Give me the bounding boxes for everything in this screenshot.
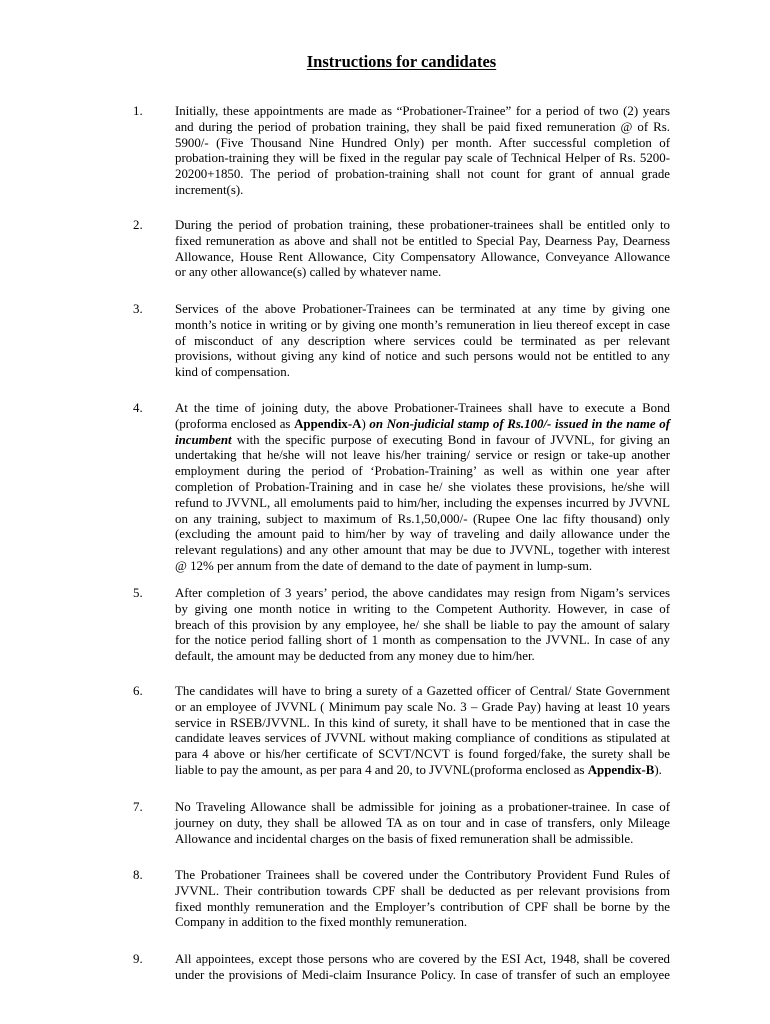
line-text: (excluding the amount paid to him/her by way of traveling and daily allowance under the	[175, 527, 670, 542]
text-line	[175, 167, 670, 183]
line-text: 20200+1850. The period of probation-training shall not count for grant of annual grade	[175, 167, 670, 182]
line-text: on any training, subject to maximum of Rs.1,50,000/- (Rupee One lac fifty thousand) only	[175, 511, 670, 526]
text-line	[175, 559, 670, 575]
line-text: Services of the above Probationer-Trainees can be terminated at any time by giving one	[175, 302, 670, 316]
line-text: No Traveling Allowance shall be admissible for joining as a probationer-trainee. In case of	[175, 800, 670, 814]
item-number: 1.	[133, 104, 143, 118]
text-line	[175, 104, 670, 120]
title-row	[133, 52, 670, 72]
page-title: Instructions for candidates	[306, 52, 497, 71]
text-line	[175, 151, 670, 167]
text-line	[175, 618, 670, 634]
item-number: 3.	[133, 302, 143, 316]
line-text: The Probationer Trainees shall be covered under the Contributory Provident Fund Rules of	[175, 868, 670, 882]
line-text: and during the period of probation training, they shall be paid fixed remuneration @ of Rs.	[175, 119, 670, 134]
text-line	[175, 218, 670, 234]
item-text	[175, 218, 670, 281]
line-text: Allowance, House Rent Allowance, City Compensatory Allowance, Conveyance Allowance	[175, 249, 670, 264]
line-text: increment(s).	[175, 182, 244, 197]
item-text	[175, 401, 670, 575]
line-text: default, the amount may be deducted from any money due to him/her.	[175, 649, 535, 664]
text-line	[175, 952, 670, 968]
bold-italic-text: incumbent	[175, 432, 232, 447]
text-line	[175, 334, 670, 350]
item-text	[175, 952, 670, 984]
line-text	[175, 417, 670, 431]
text-line	[175, 265, 670, 281]
line-text: kind of compensation.	[175, 365, 290, 380]
text-line	[175, 302, 670, 318]
line-text: probation-training they will be fixed in the regular pay scale of Technical Helper of Rs. 5200-	[175, 151, 670, 166]
text-line	[175, 496, 670, 512]
line-text: The candidates will have to bring a surety of a Gazetted officer of Central/ State Government	[175, 684, 670, 698]
bold-text: Appendix-A	[294, 416, 362, 431]
line-text: fixed monthly remuneration and the Employer’s contribution of CPF shall be borne by the	[175, 899, 670, 914]
line-text: During the period of probation training, these probationer-trainees shall be entitled only to	[175, 218, 670, 232]
item-text	[175, 586, 670, 665]
text-line	[175, 401, 670, 417]
item-number: 7.	[133, 800, 143, 814]
line-text: JVVNL. Their contribution towards CPF shall be deducted as per relevant provisions from	[175, 883, 670, 898]
line-text: or any other allowance(s) called by whatever name.	[175, 265, 442, 280]
text-line	[175, 234, 670, 250]
plain-text: with the specific purpose of executing Bond in favour of JVVNL, for giving an	[231, 432, 670, 447]
text-line	[175, 684, 670, 700]
line-text: breach of this provision by any employee, he/ she shall be liable to pay the amount of salary	[175, 617, 670, 632]
line-text: refund to JVVNL, all emoluments paid to him/her, including the expenses incurred by JVVNL	[175, 495, 670, 510]
text-line	[175, 543, 670, 559]
line-text: Company in addition to the fixed monthly remuneration.	[175, 915, 468, 930]
line-text	[175, 763, 662, 777]
text-line	[175, 649, 670, 665]
text-line	[175, 250, 670, 266]
line-text: All appointees, except those persons who are covered by the ESI Act, 1948, shall be covered	[175, 952, 670, 966]
plain-text: liable to pay the amount, as per para 4 and 20, to JVVNL(proforma enclosed as	[175, 762, 588, 777]
text-line	[175, 915, 670, 931]
bold-text: Appendix-B	[587, 762, 655, 777]
text-line	[175, 417, 670, 433]
line-text: completion of Probation-Training and in case he/ she violates these provisions, he/she will	[175, 479, 670, 494]
text-line	[175, 448, 670, 464]
text-line	[175, 433, 670, 449]
text-line	[175, 968, 670, 984]
plain-text: ).	[654, 762, 662, 777]
line-text: @ 12% per annum from the date of demand to the date of payment in lump-sum.	[175, 558, 593, 573]
text-line	[175, 183, 670, 199]
text-line	[175, 512, 670, 528]
text-line	[175, 763, 670, 779]
item-number: 5.	[133, 586, 143, 600]
text-line	[175, 884, 670, 900]
text-line	[175, 318, 670, 334]
line-text: After completion of 3 years’ period, the above candidates may resign from Nigam’s services	[175, 586, 670, 600]
text-line	[175, 349, 670, 365]
item-text	[175, 104, 670, 199]
line-text: service in RSEB/JVVNL. In this kind of surety, it shall have to be mentioned that in case the	[175, 715, 670, 730]
line-text	[175, 433, 670, 447]
line-text: by giving one month notice in writing to the Competent Authority. However, in case of	[175, 601, 670, 616]
line-text: employment during the period of ‘Probation-Training’ as well as within one year after	[175, 464, 670, 479]
item-number: 2.	[133, 218, 143, 232]
item-text	[175, 684, 670, 779]
line-text: candidate leaves services of JVVNL without making compliance of conditions as stipulated at	[175, 731, 670, 746]
item-number: 4.	[133, 401, 143, 415]
text-line	[175, 120, 670, 136]
line-text: month’s notice in writing or by giving one month’s remuneration in lieu thereof except in case	[175, 317, 670, 332]
line-text: of misconduct of any description where services could be terminated as per relevant	[175, 333, 670, 348]
line-text: for the notice period falling short of 1 month as compensation to the JVVNL. In case of any	[175, 633, 670, 648]
line-text: 5900/- (Five Thousand Nine Hundred Only) per month. After successful completion of	[175, 135, 670, 150]
line-text: provisions, without giving any kind of notice and such persons would not be entitled to any	[175, 349, 670, 364]
text-line	[175, 868, 670, 884]
line-text: relevant regulations) and any other amount that may be due to JVVNL, together with interest	[175, 543, 670, 558]
bold-italic-text: on Non-judicial stamp of Rs.100/- issued in the name of	[369, 416, 670, 431]
text-line	[175, 602, 670, 618]
line-text: fixed remuneration as above and shall not be entitled to Special Pay, Dearness Pay, Dearness	[175, 233, 670, 248]
item-text	[175, 800, 670, 847]
line-text: undertaking that he/she will not leave his/her training/ service or resign or take-up another	[175, 448, 670, 463]
text-line	[175, 480, 670, 496]
item-text	[175, 868, 670, 931]
text-line	[175, 136, 670, 152]
text-line	[175, 464, 670, 480]
line-text: journey on duty, they shall be allowed TA as on tour and in case of transfers, only Mileage	[175, 815, 670, 830]
plain-text: )	[361, 416, 370, 431]
line-text: Allowance and incidental charges on the basis of fixed remuneration shall be admissible.	[175, 831, 634, 846]
text-line	[175, 700, 670, 716]
text-line	[175, 527, 670, 543]
text-line	[175, 365, 670, 381]
plain-text: (proforma enclosed as	[175, 416, 295, 431]
text-line	[175, 816, 670, 832]
text-line	[175, 633, 670, 649]
item-number: 9.	[133, 952, 143, 966]
line-text: under the provisions of Medi-claim Insurance Policy. In case of transfer of such an employee	[175, 967, 670, 982]
text-line	[175, 586, 670, 602]
text-line	[175, 747, 670, 763]
line-text: Initially, these appointments are made as “Probationer-Trainee” for a period of two (2) years	[175, 104, 670, 118]
line-text: or an employee of JVVNL ( Minimum pay scale No. 3 – Grade Pay) having at least 10 years	[175, 699, 670, 714]
text-line	[175, 832, 670, 848]
line-text: At the time of joining duty, the above Probationer-Trainees shall have to execute a Bond	[175, 401, 670, 415]
text-line	[175, 731, 670, 747]
text-line	[175, 716, 670, 732]
item-text	[175, 302, 670, 381]
item-number: 6.	[133, 684, 143, 698]
text-line	[175, 800, 670, 816]
line-text: para 4 above or his/her certificate of SCVT/NCVT is found forged/fake, the surety shall be	[175, 747, 670, 762]
text-line	[175, 900, 670, 916]
item-number: 8.	[133, 868, 143, 882]
